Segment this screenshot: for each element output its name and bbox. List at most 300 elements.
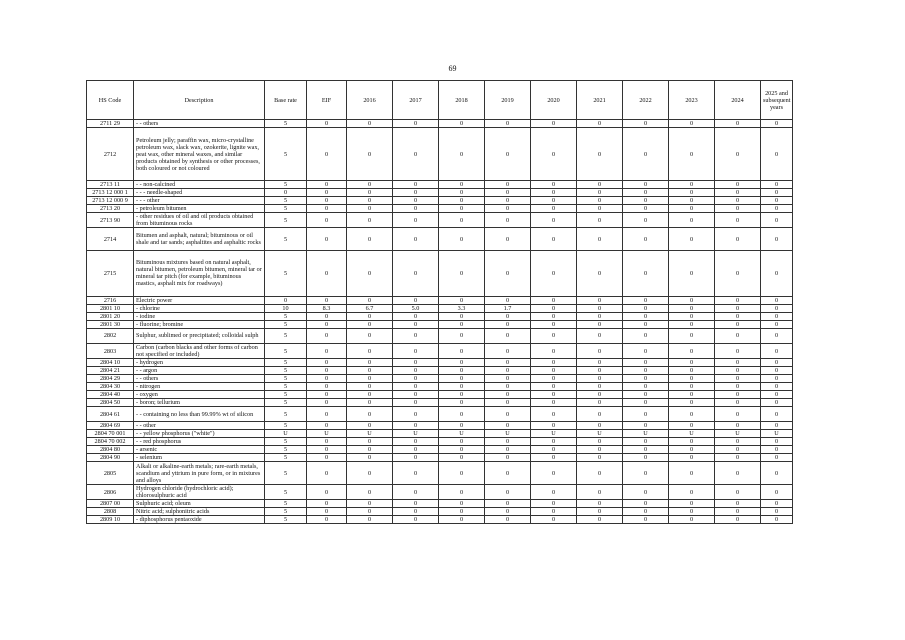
rate-cell: 0: [485, 438, 531, 446]
rate-cell: 0: [761, 181, 793, 189]
rate-cell: 0: [669, 367, 715, 375]
table-row: [87, 228, 793, 251]
rate-cell: 0: [577, 399, 623, 407]
col-header-2017: 2017: [393, 81, 439, 120]
hs-code-cell: 2806: [87, 485, 134, 500]
rate-cell: 0: [577, 213, 623, 228]
description-cell: - arsenic: [134, 446, 265, 454]
rate-cell: 0: [577, 438, 623, 446]
rate-cell: 0: [347, 446, 393, 454]
rate-cell: 0: [669, 508, 715, 516]
rate-cell: 0: [393, 328, 439, 343]
rate-cell: 5: [265, 383, 307, 391]
rate-cell: 0: [347, 508, 393, 516]
rate-cell: 0: [669, 312, 715, 320]
rate-cell: U: [761, 430, 793, 438]
rate-cell: 0: [669, 485, 715, 500]
rate-cell: 0: [761, 383, 793, 391]
rate-cell: 0: [715, 120, 761, 128]
hs-code-cell: 2801 30: [87, 320, 134, 328]
rate-cell: 0: [347, 485, 393, 500]
description-cell: - - containing no less than 99.99% wt of silicon: [134, 407, 265, 422]
rate-cell: 0: [715, 454, 761, 462]
rate-cell: 0: [577, 407, 623, 422]
rate-cell: 0: [623, 454, 669, 462]
description-cell: - iodine: [134, 312, 265, 320]
rate-cell: 0: [307, 128, 347, 181]
description-cell: - diphosphorus pentaoxide: [134, 516, 265, 524]
rate-cell: 0: [439, 181, 485, 189]
rate-cell: 0: [393, 438, 439, 446]
rate-cell: 0: [347, 367, 393, 375]
rate-cell: 0: [307, 438, 347, 446]
hs-code-cell: 2804 21: [87, 367, 134, 375]
rate-cell: U: [531, 430, 577, 438]
rate-cell: 0: [577, 205, 623, 213]
rate-cell: 0: [715, 304, 761, 312]
rate-cell: 5: [265, 120, 307, 128]
rate-cell: 0: [347, 359, 393, 367]
rate-cell: 0: [669, 251, 715, 297]
rate-cell: 0: [531, 516, 577, 524]
rate-cell: 0: [347, 328, 393, 343]
rate-cell: 0: [485, 120, 531, 128]
table-row: [87, 328, 793, 343]
rate-cell: 0: [347, 213, 393, 228]
table-row: [87, 391, 793, 399]
rate-cell: 0: [577, 462, 623, 485]
rate-cell: 5: [265, 320, 307, 328]
rate-cell: 0: [715, 296, 761, 304]
rate-cell: 0: [623, 500, 669, 508]
description-cell: - petroleum bitumen: [134, 205, 265, 213]
table-row: [87, 320, 793, 328]
rate-cell: 0: [393, 228, 439, 251]
rate-cell: 0: [307, 462, 347, 485]
rate-cell: 0: [307, 205, 347, 213]
rate-cell: 0: [485, 189, 531, 197]
rate-cell: 0: [669, 343, 715, 358]
rate-cell: 0: [715, 438, 761, 446]
rate-cell: 0: [715, 446, 761, 454]
rate-cell: 0: [623, 407, 669, 422]
hs-code-cell: 2804 29: [87, 375, 134, 383]
rate-cell: 0: [307, 367, 347, 375]
rate-cell: 0: [577, 359, 623, 367]
hs-code-cell: 2801 10: [87, 304, 134, 312]
rate-cell: 0: [485, 343, 531, 358]
hs-code-cell: 2804 10: [87, 359, 134, 367]
rate-cell: 0: [531, 359, 577, 367]
rate-cell: 0: [669, 446, 715, 454]
rate-cell: 0: [577, 181, 623, 189]
rate-cell: 0: [623, 485, 669, 500]
rate-cell: 0: [531, 181, 577, 189]
rate-cell: 0: [439, 391, 485, 399]
rate-cell: 0: [347, 205, 393, 213]
rate-cell: 0: [393, 462, 439, 485]
rate-cell: 0: [715, 312, 761, 320]
rate-cell: 0: [577, 500, 623, 508]
rate-cell: 0: [623, 516, 669, 524]
rate-cell: 0: [439, 213, 485, 228]
rate-cell: 0: [669, 120, 715, 128]
rate-cell: 0: [761, 500, 793, 508]
rate-cell: 0: [669, 128, 715, 181]
rate-cell: 0: [393, 383, 439, 391]
col-header-base-rate: Base rate: [265, 81, 307, 120]
rate-cell: 0: [577, 391, 623, 399]
rate-cell: 0: [715, 320, 761, 328]
rate-cell: 0: [623, 391, 669, 399]
rate-cell: 0: [669, 189, 715, 197]
rate-cell: 0: [393, 189, 439, 197]
rate-cell: 0: [485, 462, 531, 485]
rate-cell: 0: [577, 251, 623, 297]
hs-code-cell: 2808: [87, 508, 134, 516]
rate-cell: 0: [715, 407, 761, 422]
rate-cell: 0: [531, 454, 577, 462]
rate-cell: 5: [265, 485, 307, 500]
rate-cell: 0: [761, 304, 793, 312]
rate-cell: 0: [393, 120, 439, 128]
rate-cell: 0: [761, 189, 793, 197]
rate-cell: U: [669, 430, 715, 438]
rate-cell: 0: [307, 296, 347, 304]
rate-cell: 0: [307, 516, 347, 524]
hs-code-cell: 2804 90: [87, 454, 134, 462]
hs-code-cell: 2713 90: [87, 213, 134, 228]
table-row: [87, 120, 793, 128]
rate-cell: 0: [393, 343, 439, 358]
table-row: [87, 454, 793, 462]
rate-cell: U: [265, 430, 307, 438]
rate-cell: 0: [715, 251, 761, 297]
table-row: [87, 462, 793, 485]
rate-cell: 0: [715, 213, 761, 228]
rate-cell: 0: [265, 296, 307, 304]
rate-cell: 0: [347, 228, 393, 251]
hs-code-cell: 2711 29: [87, 120, 134, 128]
hs-code-cell: 2715: [87, 251, 134, 297]
rate-cell: 0: [439, 328, 485, 343]
rate-cell: 0: [347, 399, 393, 407]
rate-cell: 0: [577, 516, 623, 524]
rate-cell: 0: [577, 446, 623, 454]
col-header-hs-code: HS Code: [87, 81, 134, 120]
rate-cell: 0: [393, 128, 439, 181]
hs-code-cell: 2713 12 000 9: [87, 197, 134, 205]
rate-cell: 0: [347, 181, 393, 189]
rate-cell: 0: [439, 189, 485, 197]
rate-cell: 0: [393, 367, 439, 375]
hs-code-cell: 2804 70 002: [87, 438, 134, 446]
rate-cell: 0: [669, 407, 715, 422]
hs-code-cell: 2714: [87, 228, 134, 251]
rate-cell: 0: [531, 251, 577, 297]
description-cell: - other residues of oil and oil products obtained from bituminous rocks: [134, 213, 265, 228]
rate-cell: 5: [265, 500, 307, 508]
rate-cell: 0: [439, 485, 485, 500]
rate-cell: 0: [439, 454, 485, 462]
rate-cell: 0: [439, 516, 485, 524]
rate-cell: U: [715, 430, 761, 438]
rate-cell: 0: [485, 197, 531, 205]
hs-code-cell: 2803: [87, 343, 134, 358]
rate-cell: 0: [485, 391, 531, 399]
hs-code-cell: 2804 69: [87, 422, 134, 430]
hs-code-cell: 2713 11: [87, 181, 134, 189]
rate-cell: 0: [715, 328, 761, 343]
rate-cell: 0: [393, 516, 439, 524]
rate-cell: 0: [531, 128, 577, 181]
rate-cell: 0: [439, 399, 485, 407]
rate-cell: 0: [623, 359, 669, 367]
description-cell: Electric power: [134, 296, 265, 304]
table-row: [87, 251, 793, 297]
rate-cell: 0: [307, 383, 347, 391]
rate-cell: 0: [307, 500, 347, 508]
rate-cell: 0: [439, 120, 485, 128]
table-row: [87, 422, 793, 430]
rate-cell: 0: [393, 181, 439, 189]
rate-cell: 0: [393, 375, 439, 383]
rate-cell: 0: [577, 296, 623, 304]
description-cell: - chlorine: [134, 304, 265, 312]
table-row: [87, 430, 793, 438]
rate-cell: 5: [265, 197, 307, 205]
rate-cell: 0: [307, 328, 347, 343]
rate-cell: 0: [439, 367, 485, 375]
description-cell: - - - other: [134, 197, 265, 205]
rate-cell: 0: [393, 391, 439, 399]
rate-cell: 0: [393, 251, 439, 297]
rate-cell: 0: [439, 446, 485, 454]
rate-cell: 0: [347, 296, 393, 304]
rate-cell: 0: [715, 197, 761, 205]
rate-cell: U: [485, 430, 531, 438]
rate-cell: 0: [577, 375, 623, 383]
rate-cell: 0: [715, 359, 761, 367]
table-row: [87, 383, 793, 391]
rate-cell: 0: [761, 128, 793, 181]
rate-cell: 0: [715, 422, 761, 430]
page-number: 69: [448, 64, 457, 73]
rate-cell: 0: [715, 205, 761, 213]
description-cell: - hydrogen: [134, 359, 265, 367]
rate-cell: 0: [669, 328, 715, 343]
rate-cell: 0: [531, 320, 577, 328]
col-header-eif: EIF: [307, 81, 347, 120]
rate-cell: 0: [393, 213, 439, 228]
description-cell: - - others: [134, 375, 265, 383]
rate-cell: 5: [265, 343, 307, 358]
rate-cell: 0: [307, 181, 347, 189]
rate-cell: 0: [439, 500, 485, 508]
rate-cell: 0: [307, 375, 347, 383]
rate-cell: 0: [347, 312, 393, 320]
rate-cell: 0: [577, 422, 623, 430]
rate-cell: 0: [307, 320, 347, 328]
rate-cell: 5: [265, 454, 307, 462]
rate-cell: 0: [623, 251, 669, 297]
rate-cell: 0: [669, 304, 715, 312]
table-row: [87, 312, 793, 320]
rate-cell: 0: [669, 181, 715, 189]
rate-cell: U: [623, 430, 669, 438]
description-cell: Petroleum jelly; paraffin wax, micro-crystalline petroleum wax, slack wax, ozokerite, lignite wax, peat wax, other mineral waxes, and similar products obtained by synthesis or other processes, both coloured or not coloured: [134, 128, 265, 181]
rate-cell: 0: [577, 454, 623, 462]
rate-cell: 0: [307, 407, 347, 422]
rate-cell: 5: [265, 312, 307, 320]
rate-cell: 0: [761, 407, 793, 422]
rate-cell: 0: [577, 189, 623, 197]
hs-code-cell: 2804 61: [87, 407, 134, 422]
description-cell: Nitric acid; sulphonitric acids: [134, 508, 265, 516]
rate-cell: 0: [623, 205, 669, 213]
rate-cell: 0: [439, 205, 485, 213]
description-cell: - nitrogen: [134, 383, 265, 391]
rate-cell: 0: [393, 446, 439, 454]
rate-cell: 0: [577, 120, 623, 128]
rate-cell: 0: [439, 422, 485, 430]
rate-cell: 0: [715, 462, 761, 485]
rate-cell: 0: [347, 516, 393, 524]
rate-cell: 0: [761, 485, 793, 500]
rate-cell: 0: [485, 446, 531, 454]
rate-cell: 0: [265, 189, 307, 197]
rate-cell: 0: [485, 422, 531, 430]
rate-cell: 5: [265, 375, 307, 383]
rate-cell: 0: [761, 205, 793, 213]
rate-cell: 0: [577, 508, 623, 516]
rate-cell: 0: [761, 120, 793, 128]
rate-cell: 0: [761, 516, 793, 524]
rate-cell: 0: [623, 367, 669, 375]
rate-cell: 5: [265, 367, 307, 375]
rate-cell: 0: [531, 343, 577, 358]
description-cell: - fluorine; bromine: [134, 320, 265, 328]
description-cell: - - others: [134, 120, 265, 128]
description-cell: - - other: [134, 422, 265, 430]
rate-cell: U: [307, 430, 347, 438]
rate-cell: 0: [485, 251, 531, 297]
rate-cell: 0: [623, 508, 669, 516]
rate-cell: 0: [531, 399, 577, 407]
rate-cell: 0: [761, 359, 793, 367]
rate-cell: 0: [439, 320, 485, 328]
rate-cell: 0: [531, 446, 577, 454]
rate-cell: 0: [485, 296, 531, 304]
rate-cell: 0: [347, 438, 393, 446]
rate-cell: 0: [761, 328, 793, 343]
hs-code-cell: 2801 20: [87, 312, 134, 320]
table-row: [87, 516, 793, 524]
rate-cell: 0: [439, 197, 485, 205]
hs-code-cell: 2804 50: [87, 399, 134, 407]
rate-cell: 0: [761, 228, 793, 251]
rate-cell: 0: [393, 296, 439, 304]
rate-cell: 0: [715, 500, 761, 508]
rate-cell: 0: [439, 375, 485, 383]
rate-cell: 0: [715, 367, 761, 375]
rate-cell: 0: [347, 197, 393, 205]
rate-cell: 5: [265, 359, 307, 367]
rate-cell: 1.7: [485, 304, 531, 312]
table-row: [87, 213, 793, 228]
rate-cell: 0: [531, 189, 577, 197]
rate-cell: 0: [307, 251, 347, 297]
rate-cell: 0: [307, 120, 347, 128]
rate-cell: 0: [485, 407, 531, 422]
rate-cell: 5: [265, 128, 307, 181]
rate-cell: 0: [531, 296, 577, 304]
rate-cell: 0: [669, 454, 715, 462]
rate-cell: 0: [669, 383, 715, 391]
rate-cell: 5: [265, 407, 307, 422]
rate-cell: 0: [577, 485, 623, 500]
rate-cell: 5: [265, 213, 307, 228]
rate-cell: 0: [347, 422, 393, 430]
rate-cell: 0: [623, 438, 669, 446]
rate-cell: 0: [393, 500, 439, 508]
rate-cell: 0: [347, 383, 393, 391]
rate-cell: 0: [577, 320, 623, 328]
rate-cell: 0: [307, 228, 347, 251]
description-cell: - - non-calcined: [134, 181, 265, 189]
rate-cell: 0: [531, 407, 577, 422]
table-row: [87, 438, 793, 446]
rate-cell: 0: [393, 359, 439, 367]
rate-cell: 0: [531, 391, 577, 399]
description-cell: - oxygen: [134, 391, 265, 399]
rate-cell: 0: [577, 228, 623, 251]
description-cell: Carbon (carbon blacks and other forms of carbon not specified or included): [134, 343, 265, 358]
rate-cell: 0: [761, 462, 793, 485]
rate-cell: 0: [485, 181, 531, 189]
rate-cell: 5: [265, 181, 307, 189]
table-row: [87, 485, 793, 500]
table-row: [87, 343, 793, 358]
rate-cell: 0: [669, 213, 715, 228]
rate-cell: 0: [761, 438, 793, 446]
rate-cell: 0: [485, 228, 531, 251]
description-cell: Hydrogen chloride (hydrochloric acid); chlorosulphuric acid: [134, 485, 265, 500]
rate-cell: 0: [393, 320, 439, 328]
rate-cell: 5: [265, 516, 307, 524]
rate-cell: 0: [577, 128, 623, 181]
description-cell: - - argon: [134, 367, 265, 375]
rate-cell: 0: [307, 197, 347, 205]
rate-cell: 0: [347, 500, 393, 508]
rate-cell: 0: [761, 213, 793, 228]
rate-cell: 0: [485, 516, 531, 524]
table-row: [87, 446, 793, 454]
rate-cell: 0: [307, 508, 347, 516]
tariff-schedule-table: [86, 80, 793, 524]
rate-cell: 0: [669, 320, 715, 328]
rate-cell: 0: [669, 399, 715, 407]
rate-cell: 0: [669, 500, 715, 508]
rate-cell: 0: [623, 296, 669, 304]
rate-cell: 0: [577, 343, 623, 358]
rate-cell: 0: [439, 312, 485, 320]
hs-code-cell: 2804 40: [87, 391, 134, 399]
rate-cell: 0: [577, 367, 623, 375]
rate-cell: 5: [265, 462, 307, 485]
rate-cell: 0: [531, 228, 577, 251]
rate-cell: 0: [623, 328, 669, 343]
